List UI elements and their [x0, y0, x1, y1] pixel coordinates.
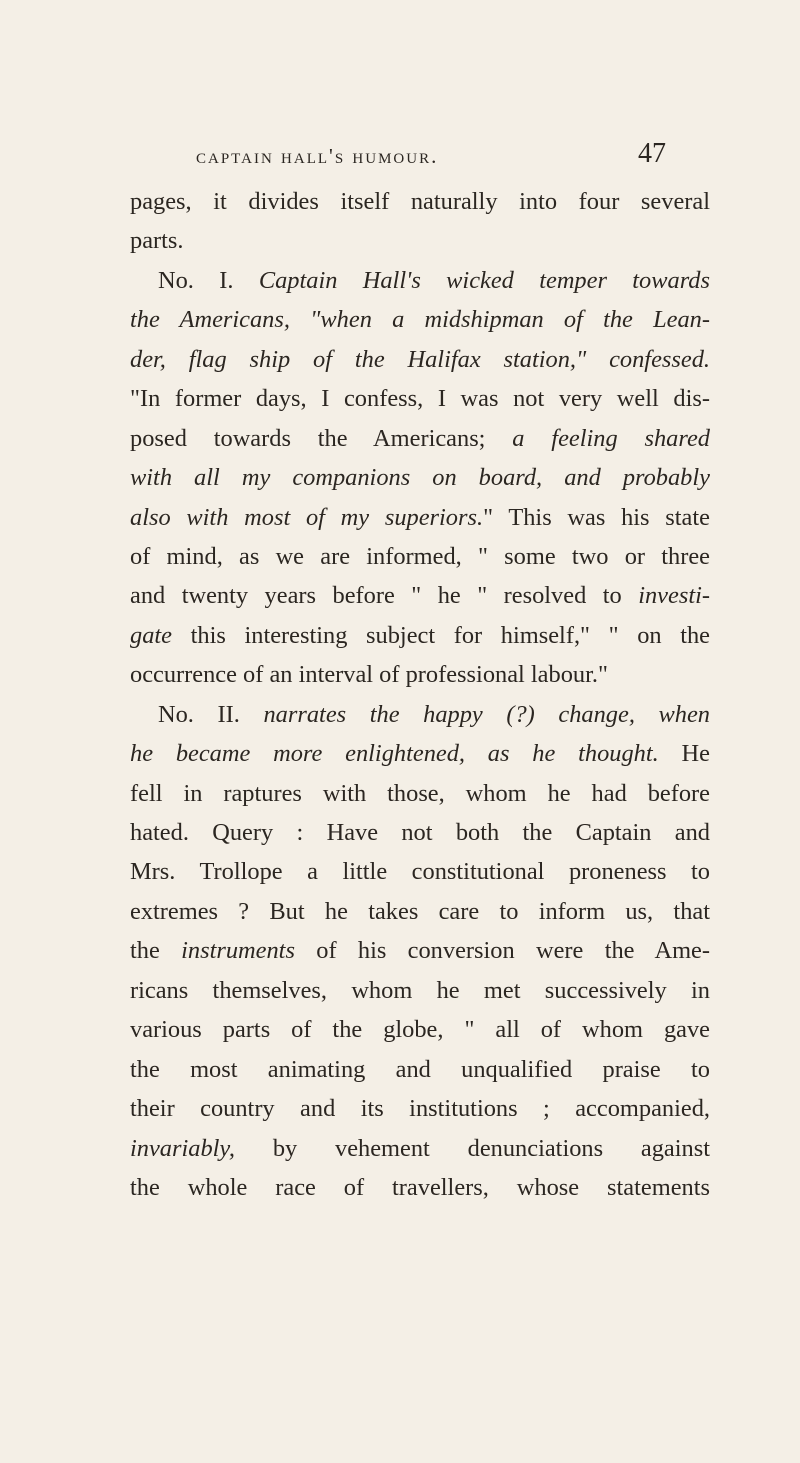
text-line	[130, 655, 710, 694]
italic-run: instruments	[181, 937, 295, 965]
text-run: " This was his state	[483, 503, 710, 531]
text-line	[130, 300, 710, 339]
text-run: various parts of the globe, " all of whom gave	[130, 1016, 710, 1044]
italic-run: a feeling shared	[512, 424, 710, 452]
running-head	[196, 138, 696, 178]
italic-run: also with most of my superiors.	[130, 503, 484, 531]
text-line	[130, 340, 710, 379]
text-line	[130, 1168, 710, 1207]
page-number: 47	[638, 138, 666, 169]
body-text	[130, 182, 710, 1207]
text-line	[130, 616, 710, 655]
text-line	[130, 892, 710, 931]
text-run: and twenty years before " he " resolved to	[130, 582, 639, 610]
text-line	[130, 576, 710, 615]
text-line	[130, 695, 710, 734]
text-run: the most animating and unqualified praise to	[130, 1055, 710, 1083]
running-title: captain hall's humour.	[196, 144, 439, 168]
italic-run: Captain Hall's wicked temper towards	[258, 266, 710, 294]
text-line	[130, 1010, 710, 1049]
text-run: of mind, as we are informed, " some two or three	[130, 542, 710, 570]
text-line	[130, 537, 710, 576]
text-line	[130, 971, 710, 1010]
text-line	[130, 813, 710, 852]
text-line	[130, 1129, 710, 1168]
text-run: by vehement denunciations against	[235, 1134, 710, 1162]
text-run: No. II.	[158, 700, 264, 728]
text-line	[130, 931, 710, 970]
text-line	[130, 261, 710, 300]
text-run: "In former days, I confess, I was not very well dis-	[130, 385, 710, 413]
text-line	[130, 852, 710, 891]
text-line	[130, 419, 710, 458]
text-run: fell in raptures with those, whom he had before	[130, 779, 710, 807]
italic-run: with all my companions on board, and probably	[130, 464, 710, 492]
text-run: ricans themselves, whom he met successively in	[130, 976, 710, 1004]
text-run: He	[658, 740, 710, 768]
text-line	[130, 1050, 710, 1089]
text-line	[130, 379, 710, 418]
italic-run: der, flag ship of the Halifax station," confessed.	[130, 345, 710, 373]
text-run: this interesting subject for himself," " on the	[172, 621, 710, 649]
text-run: No. I.	[158, 266, 259, 294]
text-run: the	[130, 937, 182, 965]
text-line	[130, 221, 710, 260]
italic-run: he became more enlightened, as he thought.	[130, 740, 659, 768]
text-run: pages, it divides itself naturally into four several	[130, 188, 710, 215]
text-run: extremes ? But he takes care to inform us, that	[130, 897, 710, 925]
text-line	[130, 1089, 710, 1128]
italic-run: narrates the happy (?) change, when	[263, 700, 710, 728]
text-run: occurrence of an interval of professional labour."	[130, 661, 608, 689]
text-run: their country and its institutions ; accompanied,	[130, 1095, 710, 1123]
text-line	[130, 734, 710, 773]
italic-run: gate	[130, 621, 172, 649]
text-run: parts.	[130, 227, 184, 255]
text-line	[130, 498, 710, 537]
text-line	[130, 774, 710, 813]
italic-run: invariably,	[130, 1134, 236, 1162]
text-run: of his conversion were the Ame-	[294, 937, 710, 965]
text-run: hated. Query : Have not both the Captain and	[130, 819, 710, 846]
text-line	[130, 182, 710, 221]
text-line	[130, 458, 710, 497]
italic-run: investi-	[638, 582, 710, 610]
italic-run: the Americans, "when a midshipman of the Lean-	[130, 306, 710, 334]
text-run: Mrs. Trollope a little constitutional proneness to	[130, 858, 710, 886]
text-run: the whole race of travellers, whose statements	[130, 1173, 710, 1201]
text-run: posed towards the Americans;	[130, 424, 513, 452]
